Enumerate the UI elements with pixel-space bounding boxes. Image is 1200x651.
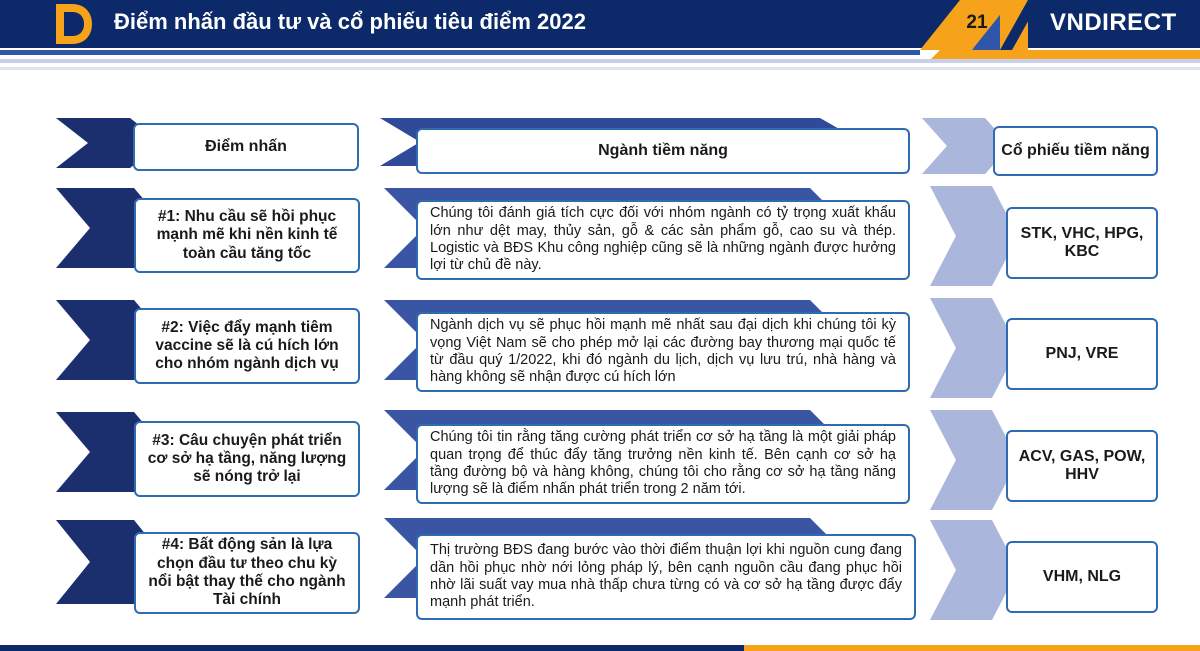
column-header-highlight-label: Điểm nhấn [205, 138, 287, 155]
stocks-text-4: VHM, NLG [1042, 567, 1122, 585]
highlight-box-1 [134, 198, 360, 273]
stocks-text-1: STK, VHC, HPG, KBC [1020, 224, 1144, 260]
stocks-box-3 [1006, 430, 1158, 502]
industry-text-2: Ngành dịch vụ sẽ phục hồi mạnh mẽ nhất sau đại dịch khi chúng tôi kỳ vọng Việt Nam sẽ cho phép mở lại các đường bay thương mại quốc tế từ đầu quý 1/2022, khi đó ngành du lịch, dịch vụ lưu trú, nhà hàng và hàng không sẽ nhận được cú hích lớn [430, 317, 896, 386]
chevron-arrow-icon [930, 298, 1018, 398]
industry-box-2 [416, 312, 910, 392]
stocks-box-2 [1006, 318, 1158, 390]
highlight-box-2 [134, 308, 360, 384]
industry-box-4 [416, 534, 916, 620]
highlight-text-4: #4: Bất động sản là lựa chọn đầu tư theo chu kỳ nổi bật thay thế cho ngành Tài chính [148, 536, 346, 609]
industry-text-3: Chúng tôi tin rằng tăng cường phát triển cơ sở hạ tầng là một giải pháp quan trọng để thúc đẩy tăng trưởng nền kinh tế. Bên cạnh cơ sở hạ tầng đường bộ và hàng không, chúng tôi cho rằng cơ sở hạ tầng năng lượng sẽ là điểm nhấn phát triển trong 2 năm tới. [430, 429, 896, 498]
highlight-text-2: #2: Việc đẩy mạnh tiêm vaccine sẽ là cú hích lớn cho nhóm ngành dịch vụ [155, 318, 339, 373]
stocks-text-3: ACV, GAS, POW, HHV [1018, 447, 1146, 483]
brand-logo-text: VNDIRECT [1050, 9, 1177, 36]
column-header-industry-label: Ngành tiềm năng [598, 142, 728, 159]
chevron-arrow-icon [930, 520, 1018, 620]
column-header-stocks [993, 126, 1158, 176]
highlight-text-1: #1: Nhu cầu sẽ hồi phục mạnh mẽ khi nền kinh tế toàn cầu tăng tốc [156, 208, 338, 262]
column-header-industry [416, 128, 910, 174]
footer-line [0, 645, 1200, 651]
stocks-box-4 [1006, 541, 1158, 613]
stocks-box-1 [1006, 207, 1158, 279]
chevron-arrow-icon [930, 410, 1018, 510]
highlight-box-4 [134, 532, 360, 614]
industry-text-1: Chúng tôi đánh giá tích cực đối với nhóm ngành có tỷ trọng xuất khẩu lớn như dệt may, thủy sản, gỗ & các sản phẩm gỗ, cao su và thép. Logistic và BĐS Khu công nghiệp cũng sẽ là những ngành được hưởng lợi từ chủ đề này. [430, 205, 896, 274]
stocks-text-2: PNJ, VRE [1045, 344, 1119, 362]
industry-box-3 [416, 424, 910, 504]
chevron-arrow-icon [930, 186, 1018, 286]
highlight-text-3: #3: Câu chuyện phát triển cơ sở hạ tầng, năng lượng sẽ nóng trở lại [147, 431, 347, 486]
column-header-stocks-label: Cổ phiếu tiềm năng [1001, 142, 1150, 160]
highlight-box-3 [134, 421, 360, 497]
page-number: 21 [966, 12, 988, 33]
industry-text-4: Thị trường BĐS đang bước vào thời điểm thuận lợi khi nguồn cung đang dần hồi phục nhờ nới lỏng pháp lý, bên cạnh nguồn cầu đang phục hồi nhờ lãi suất vay mua nhà thấp chưa từng có và cơ sở hạ tầng được đẩy mạnh phát triển. [430, 542, 902, 611]
page-title: Điểm nhấn đầu tư và cổ phiếu tiêu điểm 2022 [114, 9, 586, 34]
industry-box-1 [416, 200, 910, 280]
column-header-highlight [133, 123, 359, 171]
